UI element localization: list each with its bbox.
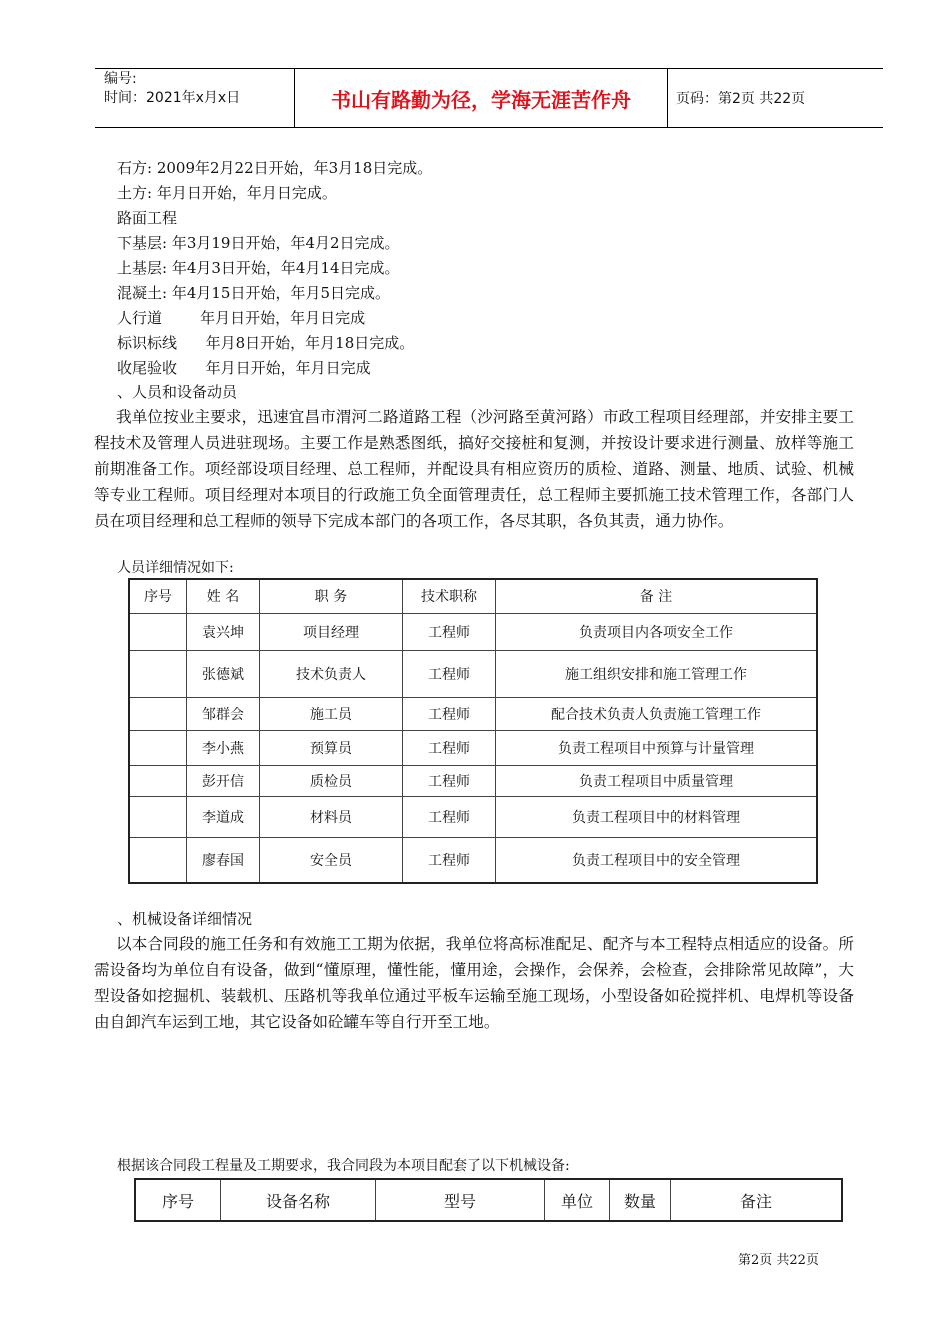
schedule-line: 人行道 年月日开始，年月日完成 (117, 309, 366, 327)
table-header-cell: 型号 (376, 1179, 545, 1221)
schedule-line: 路面工程 (117, 209, 178, 227)
header-top-rule (95, 68, 883, 69)
table-cell: 工程师 (403, 837, 496, 883)
section-title: 、人员和设备动员 (117, 383, 238, 401)
table-cell: 负责工程项目中的安全管理 (496, 837, 818, 883)
table-header-cell: 单位 (545, 1179, 610, 1221)
section-paragraph: 我单位按业主要求，迅速宜昌市渭河二路道路工程（沙河路至黄河路）市政工程项目经理部，并安排主要工程技术及管理人员进驻现场。主要工作是熟悉图纸，搞好交接桩和复测，并按设计要求进行测量、放样等施工前期准备工作。项经部设项目经理、总工程师，并配设具有相应资历的质检、道路、测量、地质、试验、机械等专业工程师。项目经理对本项目的行政施工负全面管理责任，总工程师主要抓施工技术管理工作，各部门人员在项目经理和总工程师的领导下完成本部门的各项工作，各尽其职，各负其责，通力协作。 (94, 408, 854, 530)
header-meta (104, 70, 240, 108)
table-header-cell: 设备名称 (221, 1179, 376, 1221)
table-row (129, 837, 817, 883)
table-cell: 彭开信 (187, 765, 260, 796)
table-cell: 施工员 (260, 697, 403, 730)
table-cell (129, 697, 187, 730)
schedule-line: 下基层: 年3月19日开始，年4月2日完成。 (117, 234, 400, 252)
table-cell: 安全员 (260, 837, 403, 883)
table-cell: 工程师 (403, 796, 496, 837)
table-cell: 袁兴坤 (187, 613, 260, 650)
table-cell (129, 730, 187, 765)
table-cell: 工程师 (403, 697, 496, 730)
section-title: 、机械设备详细情况 (117, 910, 253, 928)
table-cell: 技术负责人 (260, 650, 403, 697)
table-header-cell: 备注 (671, 1179, 843, 1221)
table-cell: 工程师 (403, 765, 496, 796)
schedule-line: 石方: 2009年2月22日开始，年3月18日完成。 (117, 159, 433, 177)
table-cell: 项目经理 (260, 613, 403, 650)
table-cell: 负责工程项目中预算与计量管理 (496, 730, 818, 765)
table-row (129, 796, 817, 837)
header-number-label: 编号: (104, 71, 137, 87)
table-cell: 李道成 (187, 796, 260, 837)
table-cell (129, 765, 187, 796)
schedule-line: 上基层: 年4月3日开始，年4月14日完成。 (117, 259, 400, 277)
table-header-cell: 职 务 (260, 579, 403, 613)
table-cell: 材料员 (260, 796, 403, 837)
table-cell: 负责项目内各项安全工作 (496, 613, 818, 650)
table-cell: 李小燕 (187, 730, 260, 765)
table-cell (129, 837, 187, 883)
table-cell: 配合技术负责人负责施工管理工作 (496, 697, 818, 730)
table-cell (129, 613, 187, 650)
table-row (129, 730, 817, 765)
table-header-cell: 序号 (135, 1179, 221, 1221)
table-header-cell: 序号 (129, 579, 187, 613)
table-cell: 工程师 (403, 730, 496, 765)
staff-table (128, 578, 818, 884)
schedule-line: 土方: 年月日开始，年月日完成。 (117, 184, 337, 202)
table-header-row (129, 579, 817, 613)
schedule-line: 收尾验收 年月日开始，年月日完成 (117, 359, 371, 377)
section-paragraph: 以本合同段的施工任务和有效施工工期为依据，我单位将高标准配足、配齐与本工程特点相适应的设备。所需设备均为单位自有设备，做到“懂原理，懂性能，懂用途，会操作，会保养，会检查，会排除常见故障”，大型设备如挖掘机、装载机、压路机等我单位通过平板车运输至施工现场，小型设备如砼搅拌机、电焊机等设备由自卸汽车运到工地，其它设备如砼罐车等自行开至工地。 (94, 935, 854, 1031)
table-cell: 廖春国 (187, 837, 260, 883)
table-cell: 质检员 (260, 765, 403, 796)
table-header-cell: 备 注 (496, 579, 818, 613)
table-header-cell: 姓 名 (187, 579, 260, 613)
table-cell: 张德斌 (187, 650, 260, 697)
equipment-table (134, 1178, 843, 1222)
header-motto: 书山有路勤为径，学海无涯苦作舟 (331, 88, 631, 112)
schedule-line: 混凝土: 年4月15日开始，年月5日完成。 (117, 284, 390, 302)
table-cell: 邹群会 (187, 697, 260, 730)
table-cell: 工程师 (403, 613, 496, 650)
table-cell (129, 796, 187, 837)
table-row (129, 765, 817, 796)
header-divider (667, 68, 668, 128)
table-row (129, 613, 817, 650)
table-header-cell: 技术职称 (403, 579, 496, 613)
table-cell: 工程师 (403, 650, 496, 697)
table-cell: 预算员 (260, 730, 403, 765)
equipment-table-intro: 根据该合同段工程量及工期要求，我合同段为本项目配套了以下机械设备: (117, 1158, 570, 1174)
table-header-cell: 数量 (610, 1179, 671, 1221)
header-time-label: 时间：2021年x月x日 (104, 90, 241, 106)
table-cell (129, 650, 187, 697)
table-row (129, 650, 817, 697)
header-bottom-rule (95, 127, 883, 128)
staff-table-intro: 人员详细情况如下: (117, 560, 234, 576)
table-row (129, 697, 817, 730)
table-cell: 施工组织安排和施工管理工作 (496, 650, 818, 697)
table-header-row (135, 1179, 842, 1221)
header-page-label: 页码：第2页 共22页 (676, 91, 806, 107)
schedule-line: 标识标线 年月8日开始，年月18日完成。 (117, 334, 415, 352)
table-cell: 负责工程项目中质量管理 (496, 765, 818, 796)
table-cell: 负责工程项目中的材料管理 (496, 796, 818, 837)
page-footer: 第2页 共22页 (738, 1253, 819, 1268)
